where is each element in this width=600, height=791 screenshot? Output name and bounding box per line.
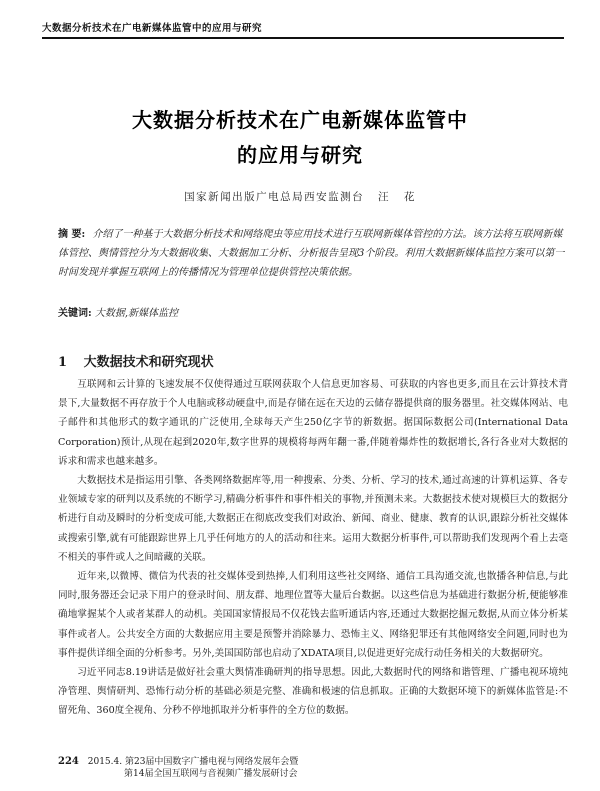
page-number: 224 xyxy=(58,756,79,767)
paragraph: 习近平同志8.19讲话是做好社会重大舆情准确研判的指导思想。因此,大数据时代的网络和谐管理、广播电视环境纯净管理、舆情研判、恐怖行动分析的基础必须是完整、准确和极速的信息抓取。正确的大数据环境下的新媒体监管是:不留死角、360度全视角、分秒不停地抓取并分析事件的全方位的数据。 xyxy=(58,667,568,717)
paragraph: 近年来,以微博、微信为代表的社交媒体受到热捧,人们利用这些社交网络、通信工具沟通交流,也散播各种信息,与此同时,服务器还会记录下用户的登录时间、朋友群、地理位置等大量后台数据。以这些信息为基础进行数据分析,便能够准确地掌握某个人或者某群人的动机。美国国家情报局不仅花钱去监听通话内容,还通过大数据挖掘元数据,从而立体分析某事件或者人。公共安全方面的大数据应用主要是预警并消除暴力、恐怖主义、网络犯罪还有其他网络安全问题,同时也为事件提供详细全面的分析参考。另外,美国国防部也启动了XDATA项目,以促进更好完成行动任务相关的大数据研究。 xyxy=(58,571,568,659)
section-title: 大数据技术和研究现状 xyxy=(83,355,214,370)
abstract-text: 介绍了一种基于大数据分析技术和网络爬虫等应用技术进行互联网新媒体管控的方法。该方法将互联网新媒体管控、舆情管控分为大数据收集、大数据加工分析、分析报告呈现3个阶段。利用大数据新媒体监控方案可以第一时间发现并掌握互联网上的传播情况为管理单位提供管控决策依据。 xyxy=(58,229,565,278)
paper-title-line-1: 大数据分析技术在广电新媒体监管中 xyxy=(132,108,468,132)
keywords-label: 关键词: xyxy=(58,308,92,319)
body-text xyxy=(58,375,568,721)
keywords-text: 大数据,新媒体监控 xyxy=(94,308,179,319)
keywords xyxy=(58,305,566,322)
abstract xyxy=(58,225,566,282)
paragraph: 大数据技术是指运用引擎、各类网络数据库等,用一种搜索、分类、分析、学习的技术,通过高速的计算机运算、各专业领域专家的研判以及系统的不断学习,精确分析事件和事件相关的事物,并预测未来。大数据技术使对规模巨大的数据分析进行自动及瞬时的分析变成可能,大数据正在彻底改变我们对政治、新闻、商业、健康、教育的认识,跟踪分析社交媒体或搜索引擎,就有可能跟踪世界上几乎任何地方的人的活动和往来。运用大数据分析事件,可以帮助我们发现两个看上去毫不相关的事件或人之间暗藏的关联。 xyxy=(58,475,568,563)
author-affiliation: 国家新闻出版广电总局西安监测台 汪 花 xyxy=(184,191,416,203)
section-number: 1 xyxy=(58,355,68,370)
paragraph: 互联网和云计算的飞速发展不仅使得通过互联网获取个人信息更加容易、可获取的内容也更多,而且在云计算技术背景下,大量数据不再存放于个人电脑或移动硬盘中,而是存储在远在天边的云储存器提供商的服务器里。社交媒体网站、电子邮件和其他形式的数字通讯的广泛使用,全球每天产生250亿字节的新数据。据国际数据公司(International Data Corporation)预计,从现在起到2020年,数字世界的规模将每两年翻一番,伴随着爆炸性的数据增长,各行各业对大数据的诉求和需求也越来越多。 xyxy=(58,379,568,467)
footer-line-1: 2015.4. 第23届中国数字广播电视与网络发展年会暨 xyxy=(87,757,299,767)
section-heading xyxy=(58,351,214,370)
paper-title-line-2: 的应用与研究 xyxy=(237,143,363,167)
page-footer xyxy=(58,756,298,780)
abstract-label: 摘 要: xyxy=(58,229,86,240)
running-header: 大数据分析技术在广电新媒体监管中的应用与研究 xyxy=(42,20,564,39)
footer-line-2: 第14届全国互联网与音视频广播发展研讨会 xyxy=(124,769,298,779)
